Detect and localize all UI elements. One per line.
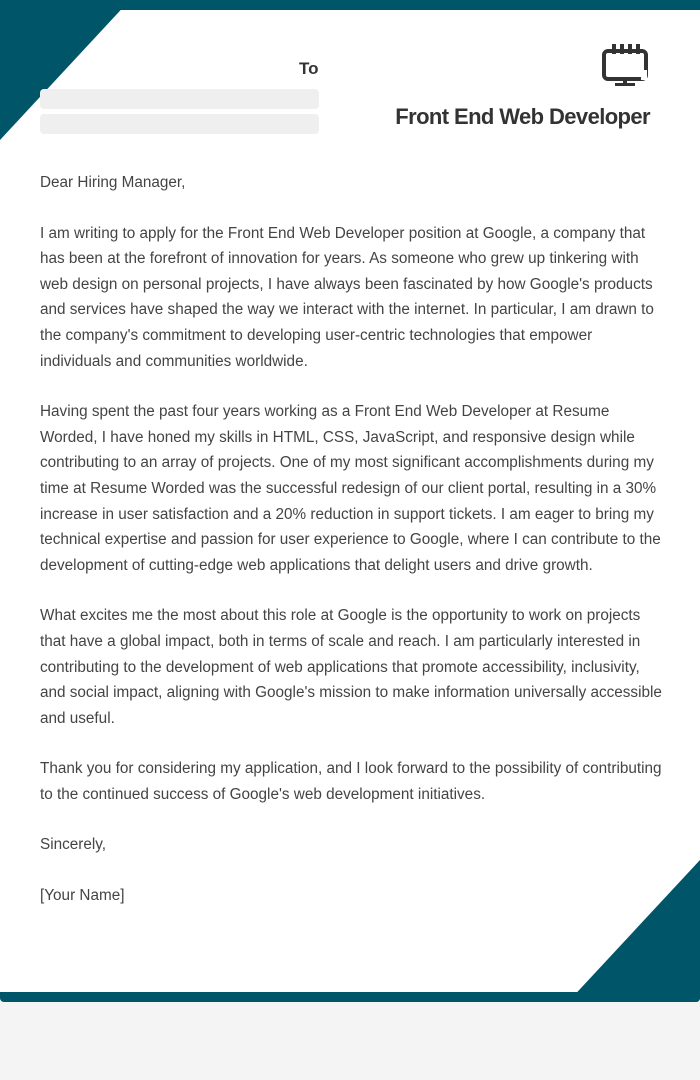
recipient-placeholder-line [40, 89, 319, 109]
body-paragraph: I am writing to apply for the Front End Web Developer position at Google, a company that has been at the forefront of innovation for years. As someone who grew up tinkering with web design on personal projects, I have always been fascinated by how Google's products and services have shaped the way we interact with the internet. In particular, I am drawn to the company's commitment to developing user-centric technologies that empower individuals and communities worldwide. [40, 224, 654, 370]
bottom-accent-band [0, 992, 700, 1002]
recipient-to-label: To [299, 59, 319, 78]
salutation: Dear Hiring Manager, [40, 174, 186, 191]
recipient-placeholder-line [40, 114, 319, 134]
body-paragraph: Having spent the past four years working as a Front End Web Developer at Resume Worded, I have honed my skills in HTML, CSS, JavaScript, and responsive design while contributing to an array of projects. One of my most significant accomplishments during my time at Resume Worded was the successful redesign of our client portal, resulting in a 30% increase in user satisfaction and a 20% reduction in support tickets. I am eager to bring my technical expertise and passion for user experience to Google, where I can contribute to the development of cutting-edge web applications that delight users and drive growth. [40, 403, 661, 574]
closing: Sincerely, [40, 836, 107, 854]
job-title-heading: Front End Web Developer [395, 104, 650, 129]
letter-body [40, 170, 664, 934]
monitor-icon [601, 42, 649, 90]
body-paragraph: Thank you for considering my application, and I look forward to the possibility of contributing to the continued success of Google's web development initiatives. [40, 760, 662, 803]
body-paragraph: What excites me the most about this role at Google is the opportunity to work on projects that have a global impact, both in terms of scale and reach. I am particularly interested in contributing to the development of web applications that promote accessibility, inclusivity, and social impact, aligning with Google's mission to make information universally accessible and useful. [40, 607, 662, 727]
signature: [Your Name] [40, 887, 125, 905]
